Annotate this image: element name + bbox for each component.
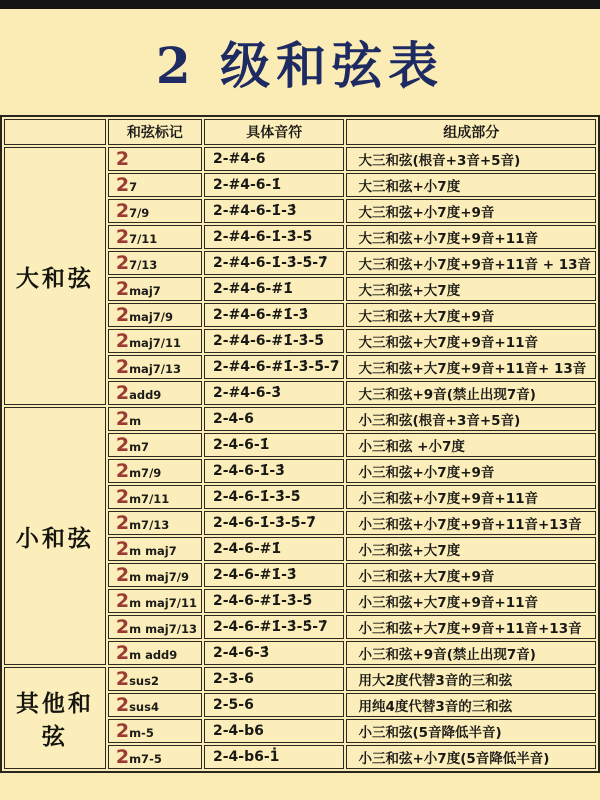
chord-root: 2 bbox=[115, 433, 130, 456]
chord-symbol-cell bbox=[108, 485, 202, 509]
chord-notes-cell: 2-4-6-1̇ bbox=[204, 433, 345, 457]
chord-notes-cell: 2-5-6 bbox=[204, 693, 345, 717]
chord-notes-cell: 2-4-6-#1̇-3̇-5̇ bbox=[204, 589, 345, 613]
chord-root: 2 bbox=[115, 693, 130, 716]
chord-components-cell: 小三和弦+小7度+9音+11音 bbox=[346, 485, 596, 509]
table-row bbox=[4, 667, 596, 691]
chord-symbol-cell bbox=[108, 745, 202, 769]
chord-root: 2 bbox=[115, 641, 130, 664]
chord-components-cell: 小三和弦 +小7度 bbox=[346, 433, 596, 457]
chord-notes-cell: 2-#4-6-3̇ bbox=[204, 381, 345, 405]
chord-root: 2 bbox=[115, 563, 130, 586]
chord-components-cell: 大三和弦+小7度+9音+11音 bbox=[346, 225, 596, 249]
chord-suffix: m add9 bbox=[129, 647, 178, 662]
chord-root: 2 bbox=[115, 303, 130, 326]
chord-root: 2 bbox=[115, 745, 130, 768]
chord-notes-cell: 2-#4-6-#1̇-3̇-5̇-7̇ bbox=[204, 355, 345, 379]
chord-components-cell: 大三和弦+大7度+9音+11音 bbox=[346, 329, 596, 353]
chord-symbol-cell bbox=[108, 277, 202, 301]
chord-symbol-cell bbox=[108, 433, 202, 457]
chord-root: 2 bbox=[115, 719, 130, 742]
chord-symbol-cell bbox=[108, 381, 202, 405]
chord-symbol-cell bbox=[108, 511, 202, 535]
chord-root: 2 bbox=[115, 277, 130, 300]
table-row bbox=[4, 147, 596, 171]
chord-notes-cell: 2-4-6-#1̇ bbox=[204, 537, 345, 561]
chord-suffix: 7/11 bbox=[129, 231, 158, 246]
chord-root: 2 bbox=[115, 537, 130, 560]
chord-notes-cell: 2-4-6-1̇-3̇-5̇-7̇ bbox=[204, 511, 345, 535]
chord-symbol-cell bbox=[108, 355, 202, 379]
chord-components-cell: 用大2度代替3音的三和弦 bbox=[346, 667, 596, 691]
group-label: 小和弦 bbox=[4, 407, 106, 665]
chord-symbol-cell bbox=[108, 225, 202, 249]
chord-suffix: 7/9 bbox=[129, 205, 150, 220]
chord-components-cell: 用纯4度代替3音的三和弦 bbox=[346, 693, 596, 717]
chord-suffix: m maj7/11 bbox=[129, 595, 197, 610]
chord-suffix: m bbox=[129, 413, 142, 428]
group-label: 其他和弦 bbox=[4, 667, 106, 769]
chord-notes-cell: 2-#4-6-1̇ bbox=[204, 173, 345, 197]
chord-suffix: m7-5 bbox=[129, 751, 162, 766]
header-chord-notation: 和弦标记 bbox=[108, 119, 202, 145]
chord-notes-cell: 2-#4-6-1̇-3̇-5̇-7̇ bbox=[204, 251, 345, 275]
chord-components-cell: 大三和弦+小7度+9音 bbox=[346, 199, 596, 223]
chord-suffix: sus2 bbox=[129, 673, 159, 688]
chord-notes-cell: 2-#4-6-1̇-3̇-5̇ bbox=[204, 225, 345, 249]
chord-suffix: maj7 bbox=[129, 283, 161, 298]
chord-notes-cell: 2-4-6-3̇ bbox=[204, 641, 345, 665]
chord-components-cell: 小三和弦+大7度+9音+11音 bbox=[346, 589, 596, 613]
chord-suffix: add9 bbox=[129, 387, 162, 402]
chord-symbol-cell bbox=[108, 589, 202, 613]
chord-components-cell: 小三和弦+9音(禁止出现7音) bbox=[346, 641, 596, 665]
chord-root: 2 bbox=[115, 355, 130, 378]
header-components: 组成部分 bbox=[346, 119, 596, 145]
chord-root: 2 bbox=[115, 667, 130, 690]
chord-notes-cell: 2-#4-6 bbox=[204, 147, 345, 171]
chord-notes-cell: 2-#4-6-#1̇ bbox=[204, 277, 345, 301]
chord-symbol-cell bbox=[108, 667, 202, 691]
group-label: 大和弦 bbox=[4, 147, 106, 405]
chord-root: 2 bbox=[115, 329, 130, 352]
chord-root: 2 bbox=[115, 615, 130, 638]
chord-root: 2 bbox=[115, 147, 130, 170]
chord-root: 2 bbox=[115, 173, 130, 196]
chord-symbol-cell bbox=[108, 693, 202, 717]
chord-components-cell: 小三和弦+小7度+9音+11音+13音 bbox=[346, 511, 596, 535]
chord-root: 2 bbox=[115, 225, 130, 248]
table-row bbox=[4, 407, 596, 431]
chord-components-cell: 大三和弦+小7度 bbox=[346, 173, 596, 197]
chord-root: 2 bbox=[115, 251, 130, 274]
chord-suffix: m maj7 bbox=[129, 543, 177, 558]
chord-components-cell: 小三和弦+大7度+9音 bbox=[346, 563, 596, 587]
chord-root: 2 bbox=[115, 199, 130, 222]
chord-suffix: m7/11 bbox=[129, 491, 170, 506]
chord-components-cell: 大三和弦+大7度 bbox=[346, 277, 596, 301]
chord-components-cell: 小三和弦+小7度(5音降低半音) bbox=[346, 745, 596, 769]
chord-symbol-cell bbox=[108, 251, 202, 275]
chord-components-cell: 大三和弦+小7度+9音+11音 + 13音 bbox=[346, 251, 596, 275]
chord-symbol-cell bbox=[108, 173, 202, 197]
chord-components-cell: 小三和弦+大7度 bbox=[346, 537, 596, 561]
chord-notes-cell: 2-4-6-#1̇-3̇ bbox=[204, 563, 345, 587]
chord-symbol-cell bbox=[108, 459, 202, 483]
chord-components-cell: 大三和弦+9音(禁止出现7音) bbox=[346, 381, 596, 405]
chord-notes-cell: 2-4-6-1̇-3̇ bbox=[204, 459, 345, 483]
chord-symbol-cell bbox=[108, 303, 202, 327]
chord-root: 2 bbox=[115, 485, 130, 508]
page-title: 2 级和弦表 bbox=[155, 36, 445, 95]
chord-notes-cell: 2-4-6-1̇-3̇-5̇ bbox=[204, 485, 345, 509]
header-row bbox=[4, 119, 596, 145]
chord-symbol-cell bbox=[108, 537, 202, 561]
chord-suffix: m7/9 bbox=[129, 465, 162, 480]
chord-components-cell: 小三和弦(根音+3音+5音) bbox=[346, 407, 596, 431]
chord-notes-cell: 2-#4-6-#1̇-3̇ bbox=[204, 303, 345, 327]
chord-root: 2 bbox=[115, 407, 130, 430]
chord-symbol-cell bbox=[108, 329, 202, 353]
chord-components-cell: 大三和弦(根音+3音+5音) bbox=[346, 147, 596, 171]
chord-root: 2 bbox=[115, 381, 130, 404]
chord-components-cell: 小三和弦(5音降低半音) bbox=[346, 719, 596, 743]
chord-table bbox=[0, 115, 600, 773]
chord-suffix: 7/13 bbox=[129, 257, 158, 272]
top-bar bbox=[0, 0, 600, 9]
chord-symbol-cell bbox=[108, 641, 202, 665]
chord-symbol-cell bbox=[108, 615, 202, 639]
chord-components-cell: 小三和弦+大7度+9音+11音+13音 bbox=[346, 615, 596, 639]
chord-suffix: m7/13 bbox=[129, 517, 170, 532]
chord-notes-cell: 2-4-b6-1̇ bbox=[204, 745, 345, 769]
chord-notes-cell: 2-4-6 bbox=[204, 407, 345, 431]
table-body bbox=[4, 147, 596, 769]
header-group-blank bbox=[4, 119, 106, 145]
chord-suffix: maj7/9 bbox=[129, 309, 173, 324]
chord-symbol-cell bbox=[108, 147, 202, 171]
chord-symbol-cell bbox=[108, 407, 202, 431]
chord-notes-cell: 2-#4-6-1̇-3̇ bbox=[204, 199, 345, 223]
chord-components-cell: 大三和弦+大7度+9音+11音+ 13音 bbox=[346, 355, 596, 379]
chord-symbol-cell bbox=[108, 199, 202, 223]
chord-suffix: sus4 bbox=[129, 699, 159, 714]
chord-notes-cell: 2-3-6 bbox=[204, 667, 345, 691]
chord-suffix: m-5 bbox=[129, 725, 154, 740]
chord-symbol-cell bbox=[108, 563, 202, 587]
chord-notes-cell: 2-4-b6 bbox=[204, 719, 345, 743]
chord-components-cell: 小三和弦+小7度+9音 bbox=[346, 459, 596, 483]
chord-suffix: m maj7/13 bbox=[129, 621, 197, 636]
chord-suffix: maj7/13 bbox=[129, 361, 181, 376]
chord-suffix: maj7/11 bbox=[129, 335, 181, 350]
chord-suffix: m maj7/9 bbox=[129, 569, 189, 584]
chord-root: 2 bbox=[115, 511, 130, 534]
chord-components-cell: 大三和弦+大7度+9音 bbox=[346, 303, 596, 327]
chord-symbol-cell bbox=[108, 719, 202, 743]
chord-notes-cell: 2-#4-6-#1̇-3̇-5̇ bbox=[204, 329, 345, 353]
chord-suffix: 7 bbox=[129, 179, 138, 194]
chord-root: 2 bbox=[115, 459, 130, 482]
chord-notes-cell: 2-4-6-#1̇-3̇-5̇-7̇ bbox=[204, 615, 345, 639]
chord-suffix: m7 bbox=[129, 439, 150, 454]
header-specific-notes: 具体音符 bbox=[204, 119, 345, 145]
chord-root: 2 bbox=[115, 589, 130, 612]
